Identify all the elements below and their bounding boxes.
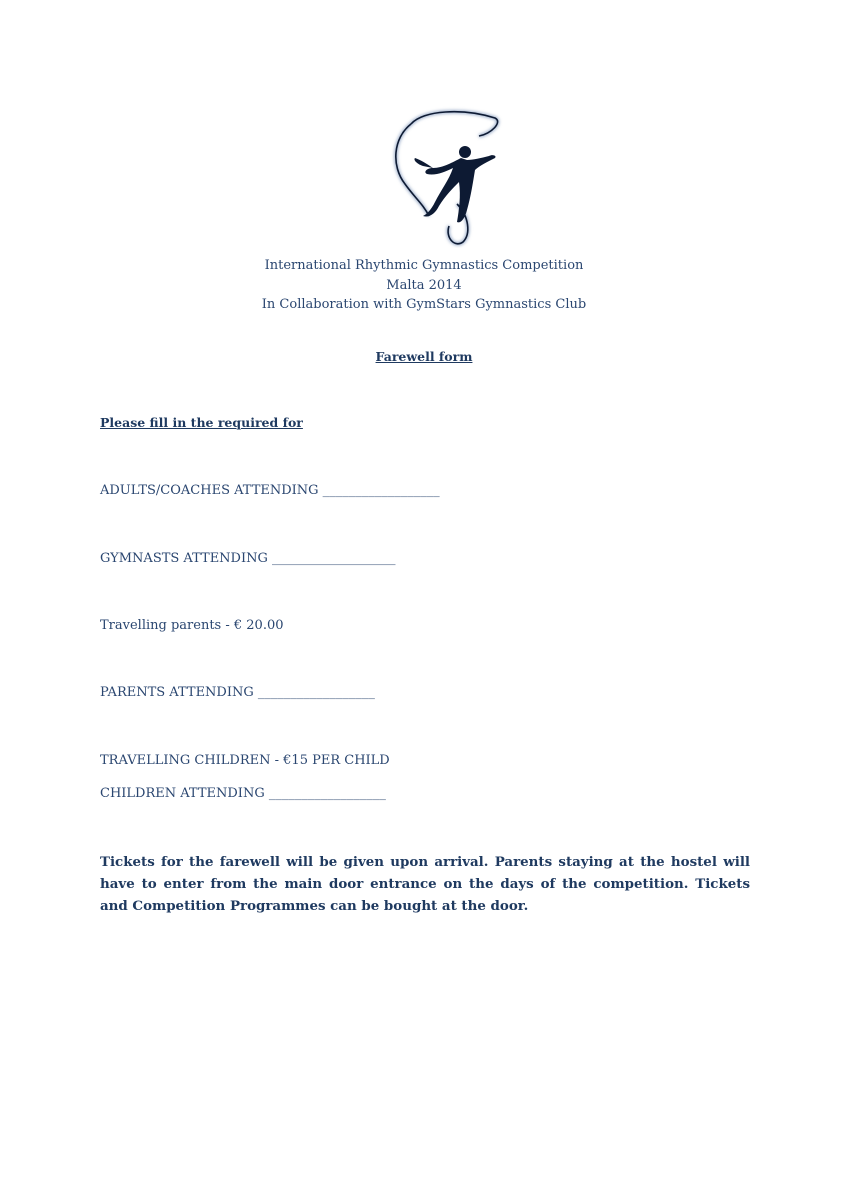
gymnasts-field[interactable]: GYMNASTS ATTENDING ___________________ bbox=[100, 551, 396, 566]
ticket-notice: Tickets for the farewell will be given upon arrival. Parents staying at the hostel will have to enter from the main door entrance on the days of the competition. Tickets and Competition Programmes can be bought at the door. bbox=[100, 854, 750, 914]
adults-coaches-field[interactable]: ADULTS/COACHES ATTENDING __________________ bbox=[100, 483, 440, 498]
travelling-parents-price: Travelling parents - € 20.00 bbox=[100, 618, 284, 633]
event-location-year: Malta 2014 bbox=[386, 277, 462, 293]
parents-field[interactable]: PARENTS ATTENDING __________________ bbox=[100, 685, 375, 700]
travelling-children-price: TRAVELLING CHILDREN - €15 PER CHILD bbox=[100, 753, 390, 768]
event-collaboration: In Collaboration with GymStars Gymnastics Club bbox=[261, 297, 587, 312]
form-instruction: Please fill in the required for bbox=[100, 415, 303, 430]
form-title: Farewell form bbox=[375, 349, 473, 364]
children-field[interactable]: CHILDREN ATTENDING __________________ bbox=[100, 786, 386, 801]
event-header bbox=[0, 256, 848, 315]
gymnast-logo-icon bbox=[383, 106, 513, 248]
event-title: International Rhythmic Gymnastics Competition bbox=[264, 258, 584, 273]
